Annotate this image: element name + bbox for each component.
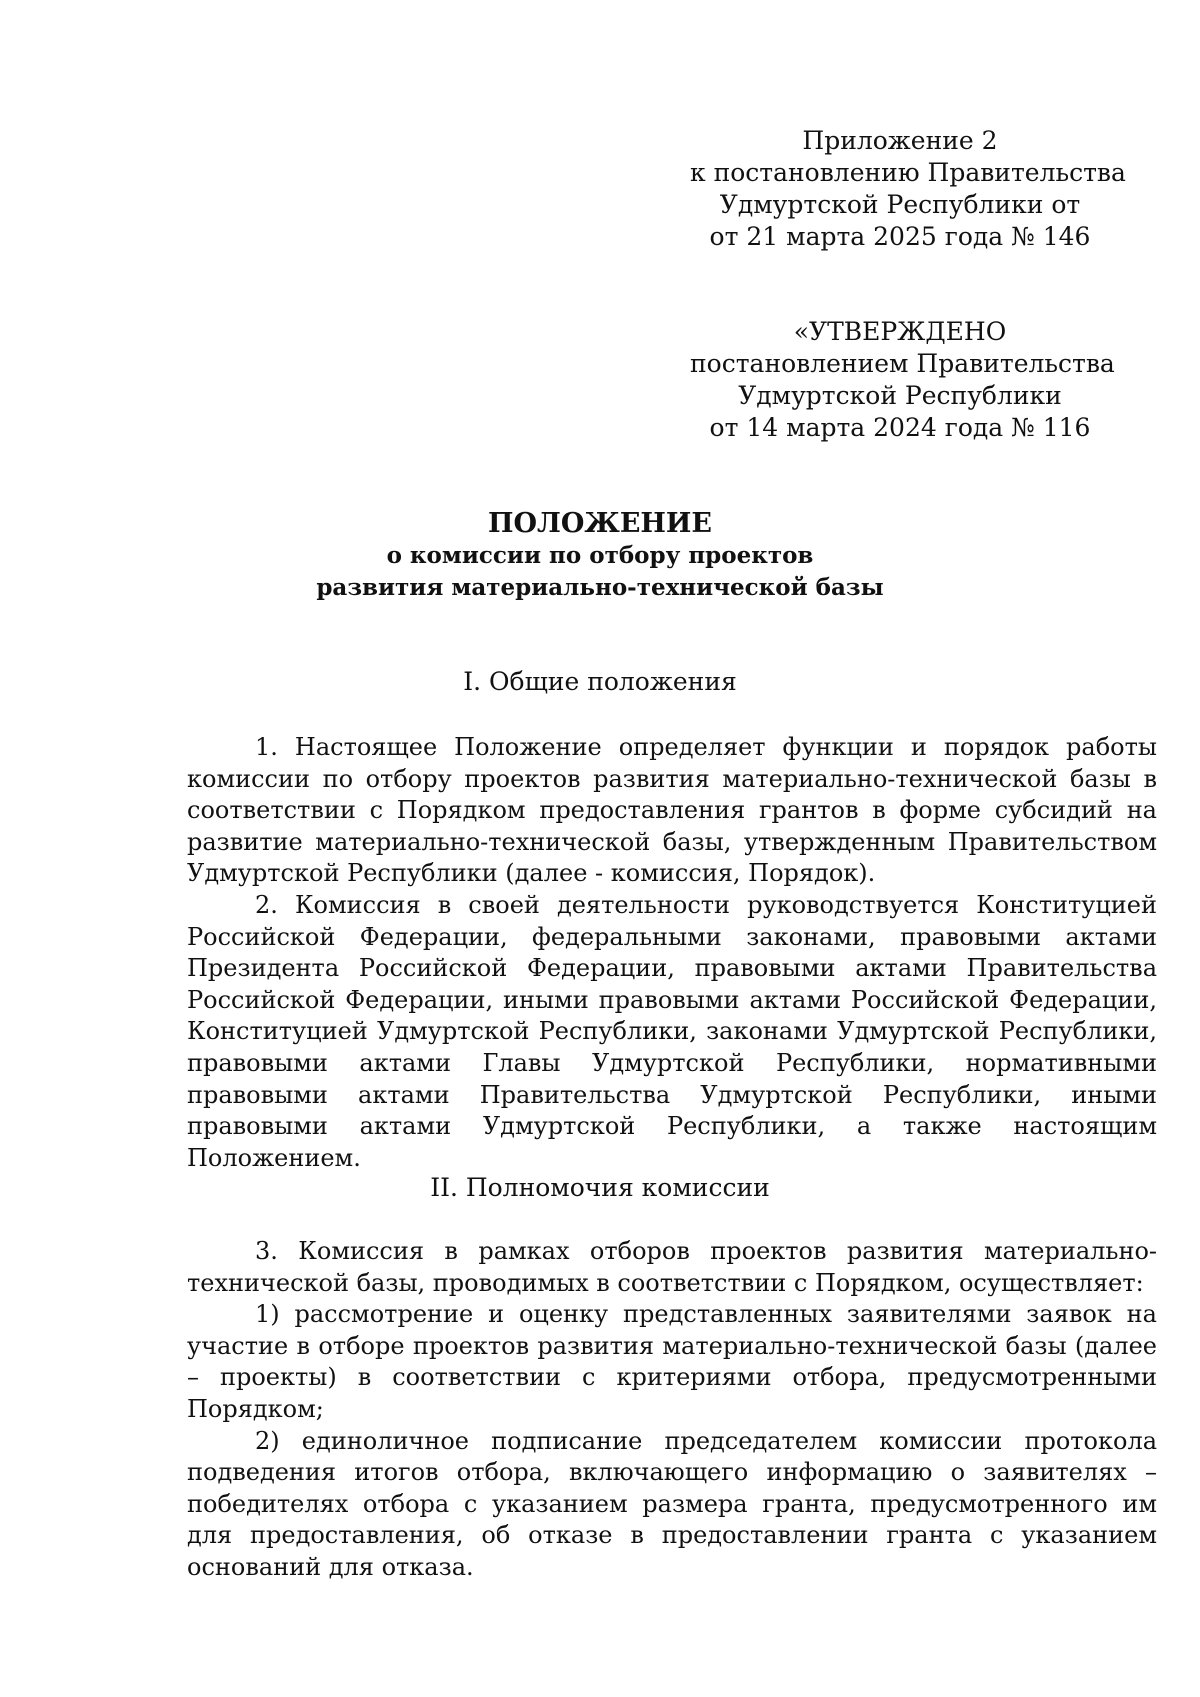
paragraph: 2. Комиссия в своей деятельности руководствуется Конституцией Российской Федерации, федеральными законами, правовыми актами Президента Российской Федерации, правовыми актами Правительства Российской Федерации, иными правовыми актами Российской Федерации, Конституцией Удмуртской Республики, законами Удмуртской Республики, правовыми актами Главы Удмуртской Республики, нормативными правовыми актами Правительства Удмуртской Республики, иными правовыми актами Удмуртской Республики, а также настоящим Положением.: [187, 890, 1157, 1172]
section-body: [187, 732, 1157, 1174]
paragraph: 2) единоличное подписание председателем комиссии протокола подведения итогов отбора, включающего информацию о заявителях – победителях отбора с указанием размера гранта, предусмотренного им для предоставления, об отказе в предоставлении гранта с указанием оснований для отказа.: [187, 1426, 1157, 1581]
appendix-line: к постановлению Правительства: [690, 158, 1126, 187]
approved-block: [690, 316, 1115, 444]
paragraph: 1. Настоящее Положение определяет функции и порядок работы комиссии по отбору проектов развития материально-технической базы в соответствии с Порядком предоставления грантов в форме субсидий на развитие материально-технической базы, утвержденным Правительством Удмуртской Республики (далее - комиссия, Порядок).: [187, 733, 1157, 888]
section-heading: I. Общие положения: [463, 667, 737, 696]
document-title: ПОЛОЖЕНИЕ: [487, 508, 712, 539]
document-subtitle: [150, 540, 1050, 604]
appendix-block: [690, 125, 1126, 253]
approved-line: «УТВЕРЖДЕНО: [793, 317, 1007, 346]
approved-line: от 14 марта 2024 года № 116: [709, 413, 1091, 442]
appendix-line: от 21 марта 2025 года № 146: [709, 222, 1091, 251]
appendix-line: Приложение 2: [802, 126, 998, 155]
paragraph: 3. Комиссия в рамках отборов проектов развития материально-технической базы, проводимых в соответствии с Порядком, осуществляет:: [187, 1237, 1157, 1297]
appendix-line: Удмуртской Республики от: [719, 190, 1081, 219]
paragraph: 1) рассмотрение и оценку представленных заявителями заявок на участие в отборе проектов развития материально-технической базы (далее – проекты) в соответствии с критериями отбора, предусмотренными Порядком;: [187, 1300, 1157, 1423]
subtitle-line: развития материально-технической базы: [316, 574, 884, 601]
section-heading: II. Полномочия комиссии: [430, 1173, 770, 1202]
section-body: [187, 1236, 1157, 1584]
approved-line: постановлением Правительства: [690, 349, 1115, 378]
approved-line: Удмуртской Республики: [738, 381, 1062, 410]
subtitle-line: о комиссии по отбору проектов: [386, 542, 814, 569]
